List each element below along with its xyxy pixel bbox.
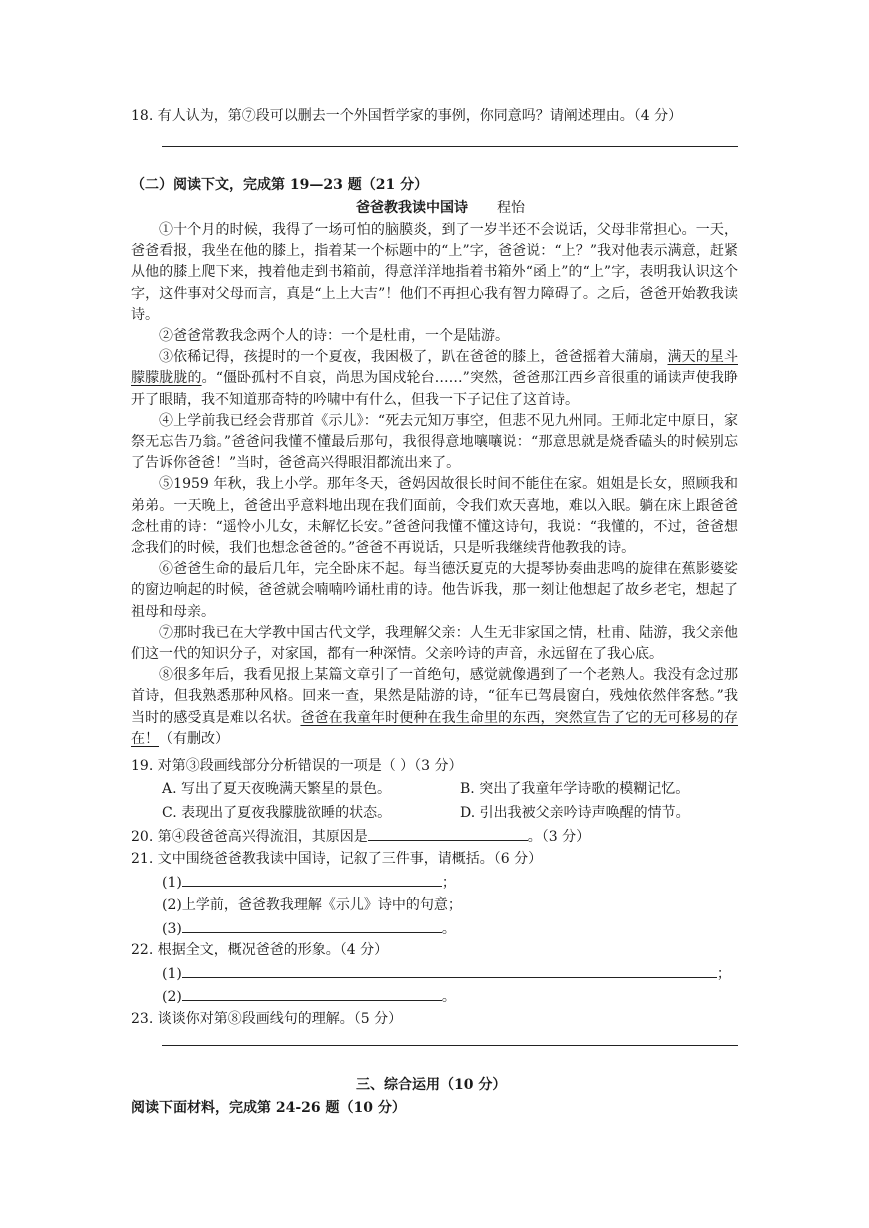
- paragraph-5: ⑤1959 年秋，我上小学。那年冬天，爸妈因故很长时间不能住在家。姐姐是长女，照顾我和弟弟。一天晚上，爸爸出乎意料地出现在我们面前，令我们欢天喜地，难以入眠。躺在床上跟爸爸念杜甫的诗：“遥怜小儿女，未解忆长安。”爸爸问我懂不懂这诗句，我说：“我懂的，不过，爸爸想念我们的时候，我们也想念爸爸的。”爸爸不再说话，只是听我继续背他教我的诗。: [131, 476, 738, 557]
- option-d[interactable]: D. 引出我被父亲吟诗声唤醒的情节。: [460, 805, 690, 821]
- article-title: 爸爸教我读中国诗: [356, 200, 468, 216]
- paragraph-8: [131, 665, 738, 750]
- paragraph-1: ①十个月的时候，我得了一场可怕的脑膜炎，到了一岁半还不会说话，父母非常担心。一天，爸爸看报，我坐在他的膝上，指着某一个标题中的“上”字，爸爸说：“上？”我对他表示满意，赶紧从他的膝上爬下来，拽着他走到书箱前，得意洋洋地指着书箱外“函上”的“上”字，表明我认识这个字，这件事对父母而言，真是“上上大吉”！他们不再担心我有智力障碍了。之后，爸爸开始教我读诗。: [131, 222, 738, 323]
- paragraph-6: ⑥爸爸生命的最后几年，完全卧床不起。每当德沃夏克的大提琴协奏曲悲鸣的旋律在蕉影婆娑的窗边响起的时候，爸爸就会喃喃吟诵杜甫的诗。他告诉我，那一刻让他想起了故乡老宅，想起了祖母和母亲。: [131, 561, 738, 620]
- answer-22-2-end: 。: [441, 989, 456, 1005]
- answer-line-18[interactable]: [162, 146, 738, 147]
- paragraph-3: [131, 347, 738, 411]
- paragraph-8-underlined: 爸爸在我童年时便种在我生命里的东西，突然宣告了它的无可移易的存在！: [131, 709, 739, 747]
- paragraph-8-part-a: ⑧很多年后，我看见报上某篇文章引了一首绝句，感觉就像遇到了一个老熟人。我没有念过那首诗，但我熟悉那种风格。回来一查，果然是陆游的诗，“征车已驾晨窗白，残烛依然伴客愁。”我当时的感受真是难以名状。: [131, 667, 738, 726]
- article-author: 程怡: [497, 200, 525, 216]
- paragraph-3-part-a: ③依稀记得，孩提时的一个夏夜，我困极了，趴在爸爸的膝上，爸爸摇着大蒲扇，: [159, 349, 668, 366]
- paragraph-4: ④上学前我已经会背那首《示儿》：“死去元知万事空，但悲不见九州同。王师北定中原日，家祭无忘告乃翁。”爸爸问我懂不懂最后那句，我很得意地嚷嚷说：“那意思就是烧香磕头的时候别忘了告诉你爸爸！”当时，爸爸高兴得眼泪都流出来了。: [131, 412, 738, 472]
- answer-blank-20[interactable]: [368, 826, 528, 841]
- answer-blank-21-3[interactable]: [182, 918, 442, 933]
- paragraph-3-underlined: 满天的星斗朦朦胧胧的: [131, 349, 738, 387]
- question-19: 19. 对第③段画线部分分析错误的一项是（ ）（3 分）: [131, 758, 463, 774]
- answer-22-1-label: (1): [162, 966, 182, 982]
- paragraph-7: ⑦那时我已在大学教中国古代文学，我理解父亲：人生无非家国之情，杜甫、陆游，我父亲他们这一代的知识分子，对家国，都有一种深情。父亲吟诗的声音，永远留在了我心底。: [131, 624, 738, 663]
- answer-22-1: [162, 963, 731, 984]
- question-18: 18. 有人认为，第⑦段可以删去一个外国哲学家的事例，你同意吗？请阐述理由。（4 分）: [131, 108, 683, 124]
- paragraph-8-part-b: （有删改）: [159, 730, 229, 747]
- section-3-heading: 三、综合运用（10 分）: [356, 1077, 507, 1093]
- answer-line-23[interactable]: [162, 1045, 738, 1046]
- question-21: 21. 文中围绕爸爸教我读中国诗，记叙了三件事，请概括。（6 分）: [131, 851, 543, 867]
- option-a[interactable]: A. 写出了夏天夜晚满天繁星的景色。: [162, 781, 392, 797]
- answer-21-3: [162, 918, 456, 939]
- answer-blank-21-1[interactable]: [182, 872, 442, 887]
- answer-21-1: [162, 872, 456, 893]
- question-23: 23. 谈谈你对第⑧段画线句的理解。（5 分）: [131, 1011, 403, 1027]
- answer-22-1-end: ；: [716, 966, 731, 982]
- answer-blank-22-1[interactable]: [182, 963, 717, 978]
- answer-21-1-end: ；: [441, 875, 456, 891]
- question-20-stem: 20. 第④段爸爸高兴得流泪，其原因是: [131, 829, 368, 845]
- section-2-heading: （二）阅读下文，完成第 19—23 题（21 分）: [131, 177, 429, 193]
- article-body: [131, 220, 738, 750]
- question-22: 22. 根据全文，概况爸爸的形象。（4 分）: [131, 942, 389, 958]
- answer-21-3-label: (3): [162, 921, 182, 937]
- question-20-end: 。（3 分）: [527, 829, 591, 845]
- answer-21-3-end: 。: [441, 921, 456, 937]
- option-c[interactable]: C. 表现出了夏夜我朦胧欲睡的状态。: [162, 805, 392, 821]
- answer-22-2-label: (2): [162, 989, 182, 1005]
- option-b[interactable]: B. 突出了我童年学诗歌的模糊记忆。: [460, 781, 690, 797]
- question-20: [131, 826, 590, 847]
- paragraph-2: ②爸爸常教我念两个人的诗：一个是杜甫，一个是陆游。: [159, 328, 509, 345]
- section-3-subheading: 阅读下面材料，完成第 24-26 题（10 分）: [131, 1100, 406, 1116]
- answer-21-1-label: (1): [162, 875, 182, 891]
- answer-21-2: (2)上学前，爸爸教我理解《示儿》诗中的句意；: [162, 897, 462, 913]
- answer-22-2: [162, 986, 456, 1007]
- paragraph-3-part-b: 。“僵卧孤村不自哀，尚思为国戍轮台……”突然，爸爸那江西乡音很重的诵读声使我睁开了眼睛，我不知道那奇特的吟啸中有什么，但我一下子记住了这首诗。: [131, 370, 739, 408]
- answer-blank-22-2[interactable]: [182, 986, 442, 1001]
